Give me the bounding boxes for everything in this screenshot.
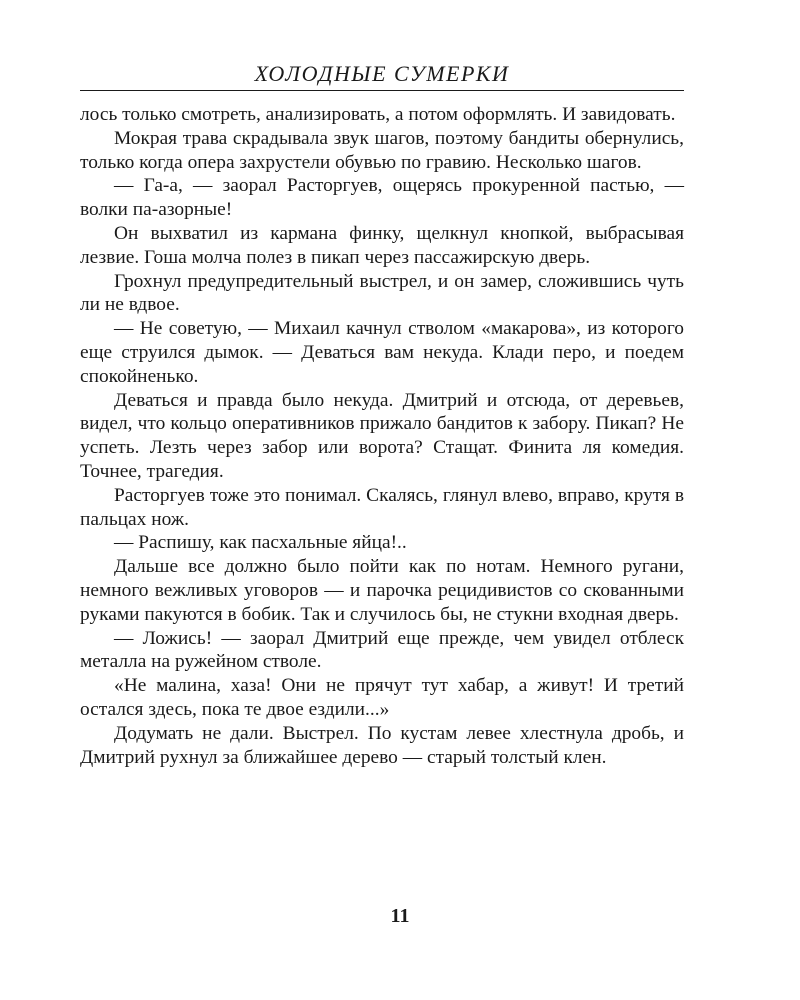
body-text [80,103,684,769]
paragraph: Грохнул предупредительный выстрел, и он замер, сложившись чуть ли не вдвое. [80,270,684,316]
paragraph: Он выхватил из кармана финку, щелкнул кнопкой, выбрасывая лезвие. Гоша молча полез в пикап через пассажирскую дверь. [80,222,684,268]
page-number: 11 [390,905,410,927]
book-page [80,60,684,769]
paragraph: Расторгуев тоже это понимал. Скалясь, глянул влево, вправо, крутя в пальцах нож. [80,484,684,530]
paragraph: лось только смотреть, анализировать, а потом оформлять. И завидовать. [80,104,676,125]
paragraph: «Не малина, хаза! Они не прячут тут хабар, а живут! И третий остался здесь, пока те двое ездили...» [80,675,684,720]
paragraph: — Га-а, — заорал Расторгуев, ощерясь прокуренной пастью, — волки па-азорные! [80,175,684,221]
paragraph: — Не советую, — Михаил качнул стволом «макарова», из которого еще струился дымок. — Деваться вам некуда. Клади перо, и поедем спокойненько. [80,318,684,387]
paragraph: — Ложись! — заорал Дмитрий еще прежде, чем увидел отблеск металла на ружейном стволе. [80,627,684,673]
paragraph: Додумать не дали. Выстрел. По кустам левее хлестнула дробь, и Дмитрий рухнул за ближайшее дерево — старый толстый клен. [80,722,684,768]
running-title: ХОЛОДНЫЕ СУМЕРКИ [80,60,684,91]
paragraph: Мокрая трава скрадывала звук шагов, поэтому бандиты обернулись, только когда опера захрустели обувью по гравию. Несколько шагов. [80,127,684,173]
paragraph: — Распишу, как пасхальные яйца!.. [114,532,407,554]
paragraph: Дальше все должно было пойти как по нотам. Немного ругани, немного вежливых уговоров — и парочка рецидивистов со скованными руками пакуются в бобик. Так и случилось бы, не стукни входная дверь. [80,556,684,625]
paragraph: Деваться и правда было некуда. Дмитрий и отсюда, от деревьев, видел, что кольцо оперативников прижало бандитов к забору. Пикап? Не успеть. Лезть через забор или ворота? Стащат. Финита ля комедия. Точнее, трагедия. [80,389,684,482]
